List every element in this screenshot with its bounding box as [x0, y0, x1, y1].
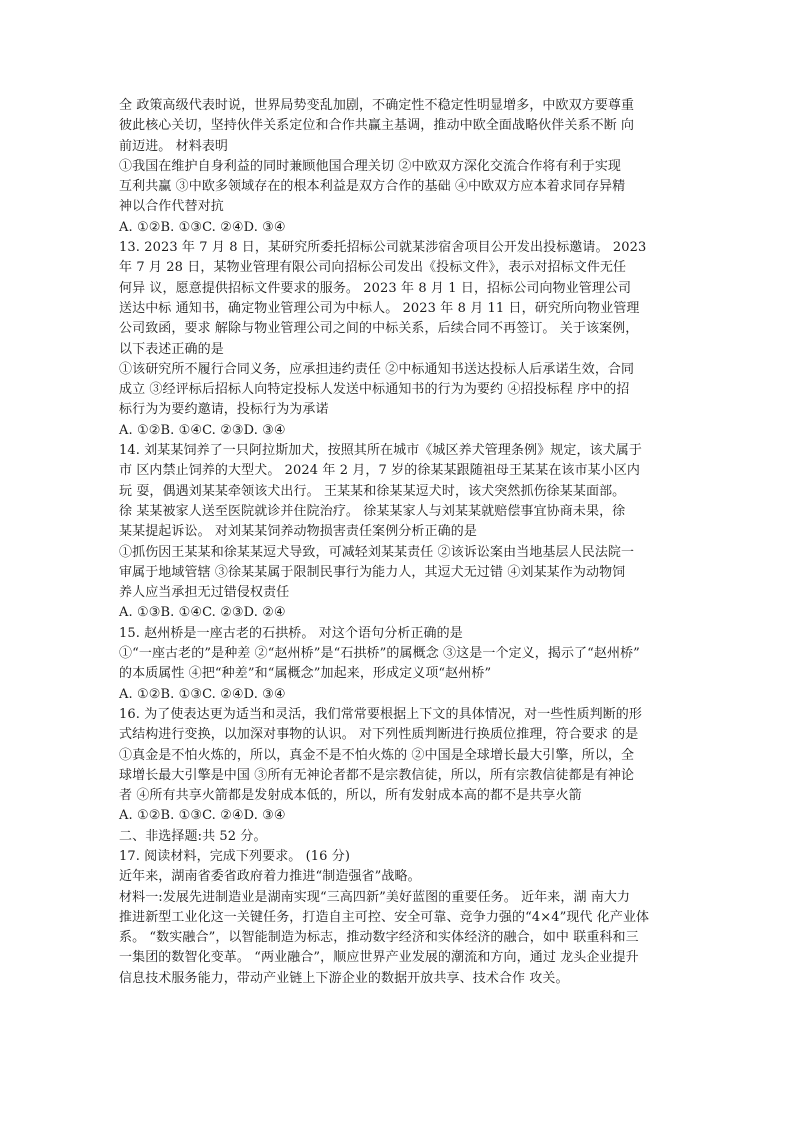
text-line: 互利共赢 ③中欧多领域存在的根本利益是双方合作的基础 ④中欧双方应本着求同存异精	[119, 179, 626, 195]
text-line: 全 政策高级代表时说，世界局势变乱加剧，不确定性不稳定性明显增多，中欧双方要尊重	[119, 98, 635, 113]
text-line: 14. 刘某某饲养了一只阿拉斯加犬，按照其所在城市《城区养犬管理条例》规定，该犬属于	[119, 443, 643, 459]
text-line: 者 ④所有共享火箭都是发射成本低的，所以，所有发射成本高的都不是共享火箭	[119, 788, 582, 804]
text-line: 某某提起诉讼。 对刘某某饲养动物损害责任案例分析正确的是	[119, 524, 477, 540]
text-line: 养人应当承担无过错侵权责任	[119, 585, 290, 601]
text-line: 公司致函，要求 解除与物业管理公司之间的中标关系，后续合同不再签订。 关于该案例，	[119, 321, 639, 337]
text-line: 彼此核心关切，坚持伙伴关系定位和合作共赢主基调，推动中欧全面战略伙伴关系不断 向	[119, 118, 635, 134]
text-line: ①“一座古老的”是种差 ②“赵州桥”是“石拱桥”的属概念 ③这是一个定义，揭示了“赵州桥”	[119, 646, 640, 662]
text-line: A. ①③B. ①④C. ②③D. ②④	[119, 605, 286, 621]
text-line: 玩 耍，偶遇刘某某牵领该犬出行。 王某某和徐某某逗犬时，该犬突然抓伤徐某某面部。	[119, 483, 626, 499]
text-line: ①抓伤因王某某和徐某某逗犬导致，可减轻刘某某责任 ②该诉讼案由当地基层人民法院一	[119, 544, 635, 560]
text-line: 以下表述正确的是	[119, 341, 224, 357]
document-page	[119, 96, 679, 989]
text-line: 年 7 月 28 日，某物业管理有限公司向招标公司发出《投标文件》，表示对招标文件无任	[119, 260, 627, 276]
text-line: A. ①②B. ①③C. ②④D. ③④	[119, 808, 286, 824]
text-line: ①该研究所不履行合同义务，应承担违约责任 ②中标通知书送达投标人后承诺生效，合同	[119, 361, 635, 377]
text-line: 的本质属性 ④把“种差”和“属概念”加起来，形成定义项“赵州桥”	[119, 666, 492, 682]
text-line: 神以合作代替对抗	[119, 199, 224, 215]
text-line: 16. 为了使表达更为适当和灵活，我们常常要根据上下文的具体情况，对一些性质判断的形	[119, 706, 643, 722]
text-line: ①我国在维护自身利益的同时兼顾他国合理关切 ②中欧双方深化交流合作将有利于实现	[119, 158, 622, 174]
text-line: 近年来，湖南省委省政府着力推进“制造强省”战略。	[119, 869, 421, 885]
text-line: 二、非选择题:共 52 分。	[119, 828, 267, 844]
text-line: 式结构进行变换，以加深对事物的认识。 对下列性质判断进行换质位推理，符合要求 的是	[119, 727, 639, 743]
text-line: 材料一:发展先进制造业是湖南实现“三高四新”美好蓝图的重要任务。 近年来，湖 南大力	[119, 889, 631, 905]
text-line: 市 区内禁止饲养的大型犬。 2024 年 2 月，7 岁的徐某某跟随祖母王某某在该市某小区内	[119, 463, 641, 479]
text-line: A. ①②B. ①④C. ②③D. ③④	[119, 422, 286, 438]
text-line: 17. 阅读材料，完成下列要求。 (16 分)	[119, 848, 351, 864]
text-line: A. ①②B. ①③C. ②④D. ③④	[119, 686, 286, 702]
text-line: 前迈进。 材料表明	[119, 138, 229, 154]
text-line: 15. 赵州桥是一座古老的石拱桥。 对这个语句分析正确的是	[119, 625, 463, 641]
text-line: 何异 议，愿意提供招标文件要求的服务。 2023 年 8 月 1 日，招标公司向物业管理公司	[119, 280, 632, 296]
text-line: 一集团的数智化变革。 “两业融合”，顺应世界产业发展的潮流和方向，通过 龙头企业提升	[119, 950, 639, 966]
text-line: 送达中标 通知书，确定物业管理公司为中标人。 2023 年 8 月 11 日，研究所向物业管理	[119, 300, 640, 316]
text-line: 徐 某某被家人送至医院就诊并住院治疗。 徐某某家人与刘某某就赔偿事宜协商未果，徐	[119, 503, 626, 519]
text-line: A. ①②B. ①③C. ②④D. ③④	[119, 219, 286, 235]
text-line: 标行为为要约邀请，投标行为为承诺	[119, 402, 329, 418]
text-line: 13. 2023 年 7 月 8 日，某研究所委托招标公司就某涉宿舍项目公开发出投标邀请。 2023	[119, 240, 647, 256]
text-line: 球增长最大引擎是中国 ③所有无神论者都不是宗教信徒，所以，所有宗教信徒都是有神论	[119, 767, 635, 783]
text-line: 成立 ③经评标后招标人向特定投标人发送中标通知书的行为为要约 ④招投标程 序中的招	[119, 382, 630, 398]
text-line: 信息技术服务能力，带动产业链上下游企业的数据开放共享、技术合作 攻关。	[119, 970, 569, 986]
text-line: 推进新型工业化这一关键任务，打造自主可控、安全可靠、竞争力强的“4×4”现代 化产业体	[119, 909, 650, 925]
text-line: 审属于地域管辖 ③徐某某属于限制民事行为能力人，其逗犬无过错 ④刘某某作为动物饲	[119, 564, 626, 580]
text-line: 系。 “数实融合”，以智能制造为标志，推动数字经济和实体经济的融合，如中 联重科和三	[119, 930, 639, 946]
text-line: ①真金是不怕火炼的，所以，真金不是不怕火炼的 ②中国是全球增长最大引擎，所以，全	[119, 747, 635, 763]
